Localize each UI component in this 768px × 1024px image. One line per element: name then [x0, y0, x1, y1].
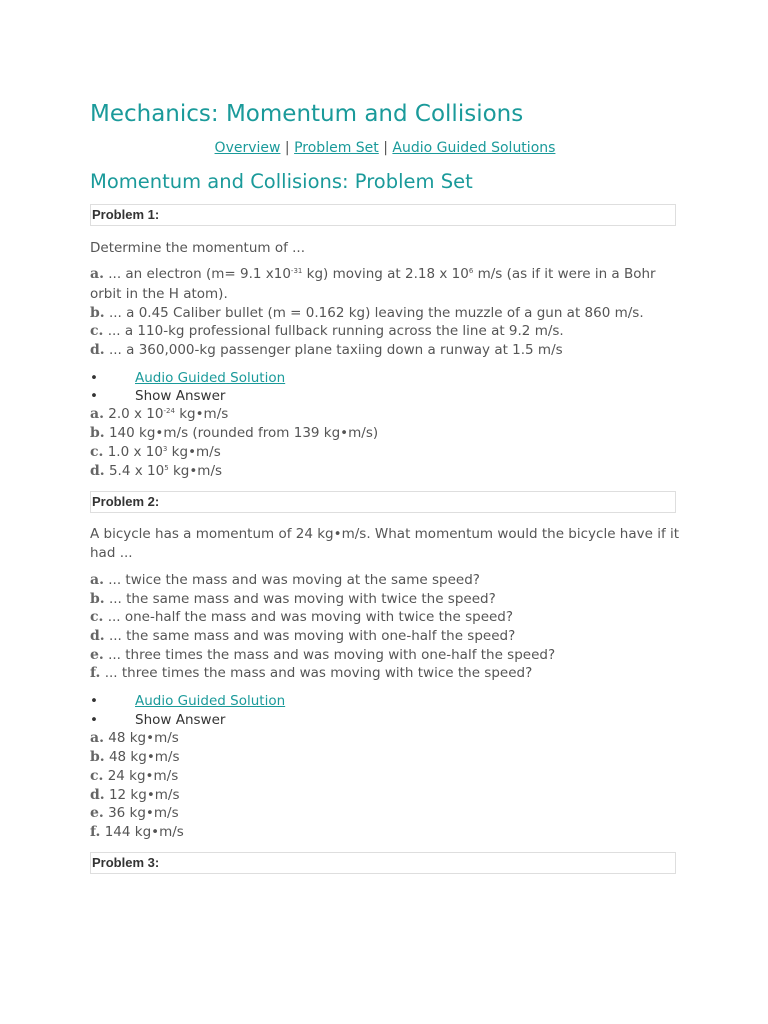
problem-2-answer-e: [90, 804, 179, 823]
problem-2-answer-c: [90, 767, 178, 786]
problem-2-answer-a: [90, 729, 179, 748]
answer-text: 1.0 x 10: [103, 444, 163, 460]
problem-2-item-f: [90, 664, 532, 683]
item-text: ... a 360,000-kg passenger plane taxiing down a runway at 1.5 m/s: [104, 342, 563, 358]
answer-text: 48 kg•m/s: [104, 749, 180, 765]
problem-2-answer-d: [90, 786, 180, 805]
page-title: Mechanics: Momentum and Collisions: [90, 101, 524, 127]
section-title: Momentum and Collisions: Problem Set: [90, 170, 473, 193]
section-nav: [90, 140, 680, 156]
problem-1-answer-b: [90, 424, 378, 443]
answer-label: c.: [90, 768, 104, 784]
problem-2-item-c: [90, 608, 513, 627]
answer-text: kg•m/s: [167, 444, 221, 460]
answer-text: 36 kg•m/s: [103, 805, 179, 821]
answer-label: e.: [90, 805, 104, 821]
item-label: b.: [90, 305, 105, 321]
item-text: ... the same mass and was moving with one-half the speed?: [104, 628, 516, 644]
problem-2-heading: Problem 2:: [90, 491, 676, 513]
answer-label: d.: [90, 463, 105, 479]
problem-3-heading: Problem 3:: [90, 852, 676, 874]
problem-1-item-a-continued: orbit in the H atom).: [90, 286, 228, 302]
problem-1-heading: Problem 1:: [90, 204, 676, 226]
answer-text: kg•m/s: [168, 463, 223, 479]
problem-2-answer-f: [90, 823, 184, 842]
item-text: ... three times the mass and was moving with twice the speed?: [100, 665, 533, 681]
item-text: ... a 0.45 Caliber bullet (m = 0.162 kg) leaving the muzzle of a gun at 860 m/s.: [104, 305, 644, 321]
bullet-icon: •: [90, 693, 98, 709]
item-label: e.: [90, 647, 104, 663]
item-label: f.: [90, 665, 101, 681]
item-label: d.: [90, 342, 105, 358]
problem-1-answer-c: [90, 443, 221, 462]
answer-label: c.: [90, 444, 104, 460]
answer-label: a.: [90, 730, 104, 746]
problem-1-answer-d: [90, 462, 222, 481]
answer-label: f.: [90, 824, 101, 840]
nav-separator: |: [383, 140, 388, 156]
item-text: m/s (as if it were in a Bohr: [473, 266, 656, 282]
bullet-icon: •: [90, 712, 98, 728]
problem-2-item-d: [90, 627, 515, 646]
answer-text: 24 kg•m/s: [103, 768, 179, 784]
problem-1-item-d: [90, 341, 563, 360]
answer-text: 140 kg•m/s (rounded from 139 kg•m/s): [104, 425, 379, 441]
answer-text: 48 kg•m/s: [103, 730, 179, 746]
show-answer-toggle[interactable]: Show Answer: [135, 388, 226, 404]
problem-1-item-a: [90, 265, 656, 284]
answer-text: 144 kg•m/s: [100, 824, 184, 840]
problem-1-item-c: [90, 322, 564, 341]
item-label: b.: [90, 591, 105, 607]
item-label: a.: [90, 572, 104, 588]
problem-2-answer-b: [90, 748, 180, 767]
problem-1-item-b: [90, 304, 644, 323]
audio-guided-solution-link[interactable]: Audio Guided Solution: [135, 693, 286, 709]
problem-1-intro: Determine the momentum of ...: [90, 240, 306, 256]
problem-2-intro: A bicycle has a momentum of 24 kg•m/s. What momentum would the bicycle have if it: [90, 526, 680, 542]
item-label: a.: [90, 266, 104, 282]
item-text: kg) moving at 2.18 x 10: [302, 266, 469, 282]
bullet-icon: •: [90, 388, 98, 404]
answer-label: b.: [90, 425, 105, 441]
nav-problem-set-link[interactable]: Problem Set: [294, 140, 379, 156]
problem-2-item-e: [90, 646, 555, 665]
item-text: ... one-half the mass and was moving with twice the speed?: [103, 609, 514, 625]
nav-overview-link[interactable]: Overview: [214, 140, 281, 156]
answer-label: b.: [90, 749, 105, 765]
item-text: ... an electron (m= 9.1 x10: [103, 266, 291, 282]
problem-2-item-b: [90, 590, 496, 609]
answer-label: a.: [90, 406, 104, 422]
answer-label: d.: [90, 787, 105, 803]
bullet-icon: •: [90, 370, 98, 386]
nav-audio-guided-solutions-link[interactable]: Audio Guided Solutions: [392, 140, 556, 156]
item-text: ... a 110-kg professional fullback running across the line at 9.2 m/s.: [103, 323, 564, 339]
item-label: d.: [90, 628, 105, 644]
answer-text: 5.4 x 10: [104, 463, 165, 479]
audio-guided-solution-link[interactable]: Audio Guided Solution: [135, 370, 286, 386]
exponent: -31: [290, 267, 303, 275]
item-text: ... twice the mass and was moving at the same speed?: [103, 572, 480, 588]
item-label: c.: [90, 323, 104, 339]
answer-text: 12 kg•m/s: [104, 787, 180, 803]
exponent: 6: [468, 267, 474, 275]
exponent: 3: [162, 445, 168, 453]
nav-separator: |: [284, 140, 290, 156]
problem-2-item-a: [90, 571, 480, 590]
item-text: ... three times the mass and was moving with one-half the speed?: [103, 647, 556, 663]
item-text: ... the same mass and was moving with twice the speed?: [104, 591, 496, 607]
exponent: 5: [164, 464, 169, 472]
problem-1-answer-a: [90, 405, 228, 424]
answer-text: kg•m/s: [174, 406, 229, 422]
show-answer-toggle[interactable]: Show Answer: [135, 712, 226, 728]
answer-text: 2.0 x 10: [103, 406, 164, 422]
item-label: c.: [90, 609, 104, 625]
exponent: -24: [163, 407, 175, 415]
problem-2-intro-continued: had ...: [90, 545, 133, 561]
